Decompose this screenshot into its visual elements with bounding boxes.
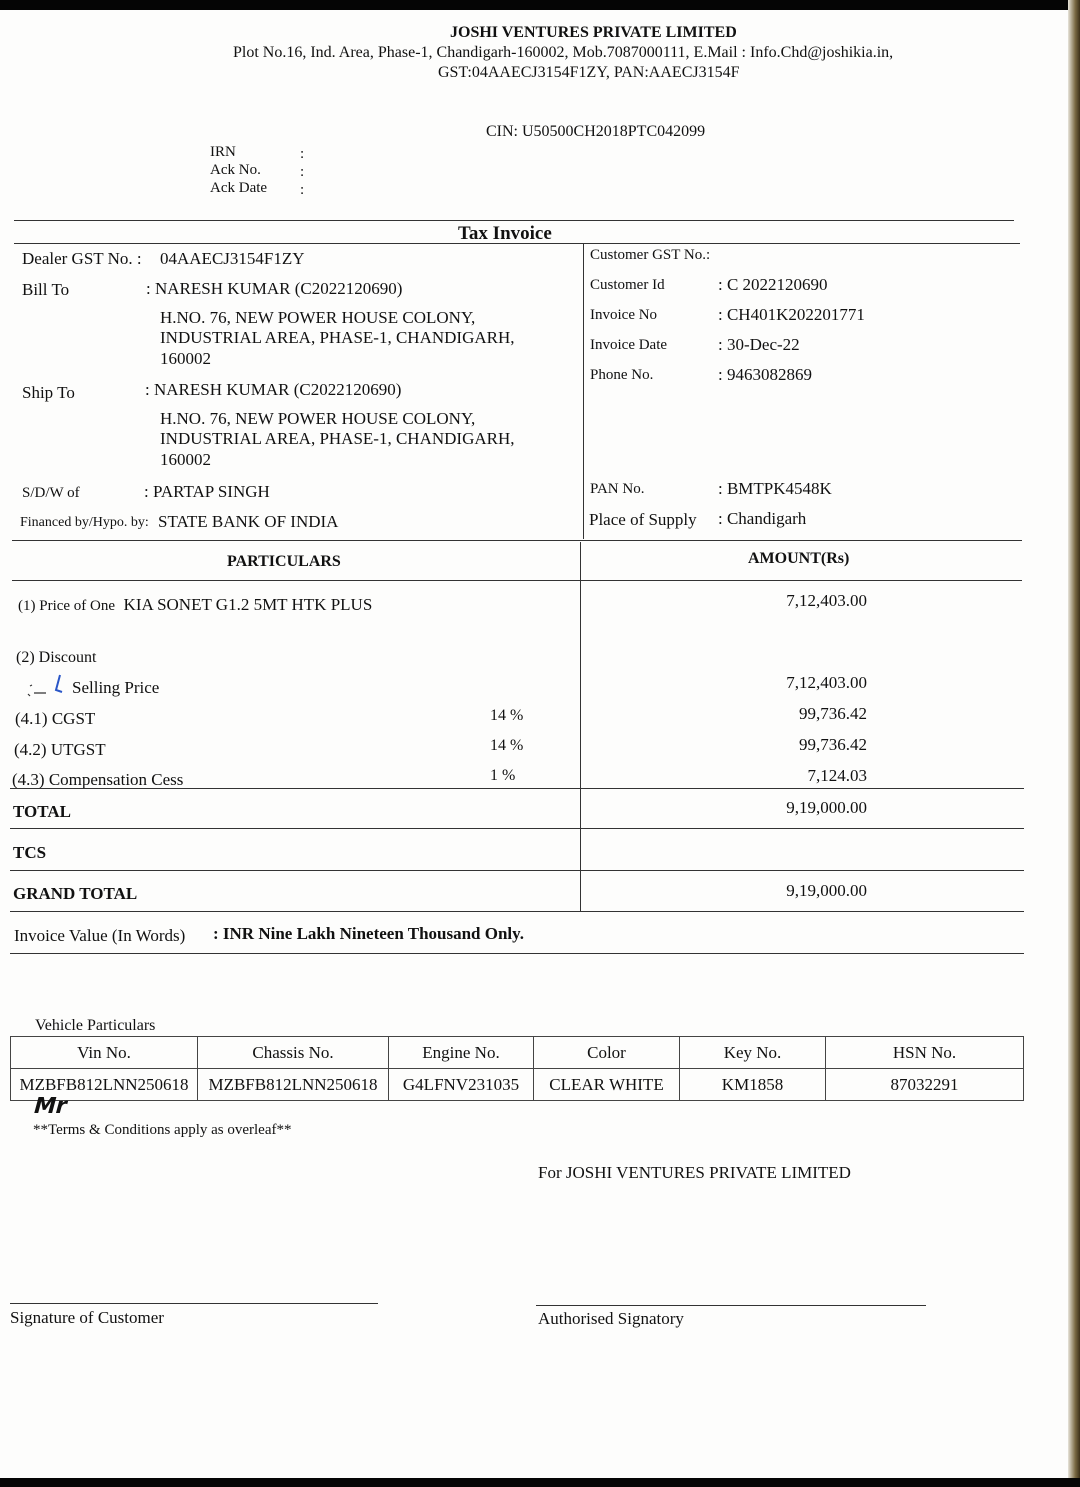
key-header: Key No. <box>680 1037 826 1069</box>
irn-sep: : <box>300 146 305 162</box>
particulars-rule-top <box>12 540 1022 541</box>
ship-to-address-3: 160002 <box>160 450 211 469</box>
chassis-header: Chassis No. <box>198 1037 389 1069</box>
invoice-no-label: Invoice No <box>590 307 658 323</box>
total-rule-top <box>10 788 1024 789</box>
details-divider <box>583 243 584 539</box>
dealer-gst-value: 04AAECJ3154F1ZY <box>160 249 305 268</box>
handwritten-initials: Mr <box>30 1094 71 1119</box>
customer-signature-line <box>10 1303 378 1304</box>
cgst-label: (4.1) CGST <box>15 709 96 728</box>
sdw-value: : PARTAP SINGH <box>144 482 270 501</box>
utgst-amount: 99,736.42 <box>799 735 867 754</box>
cgst-amount: 99,736.42 <box>799 704 867 723</box>
ack-date-sep: : <box>300 182 305 198</box>
price-line <box>18 595 372 615</box>
color-value: CLEAR WHITE <box>534 1069 680 1101</box>
words-rule-bottom <box>10 953 1024 954</box>
tcs-label: TCS <box>13 843 47 862</box>
irn-label: IRN <box>210 144 236 160</box>
company-address: Plot No.16, Ind. Area, Phase-1, Chandigarh-160002, Mob.7087000111, E.Mail : Info.Chd@joshikia.in, <box>233 44 894 61</box>
vehicle-table-header-row <box>11 1037 1024 1069</box>
ship-to-name: : NARESH KUMAR (C2022120690) <box>145 380 402 399</box>
price-amount: 7,12,403.00 <box>786 591 867 610</box>
amount-words-label: Invoice Value (In Words) <box>14 926 186 945</box>
grand-total-label: GRAND TOTAL <box>13 884 138 903</box>
bill-to-label: Bill To <box>22 280 70 299</box>
ship-to-address-2: INDUSTRIAL AREA, PHASE-1, CHANDIGARH, <box>160 429 515 448</box>
amount-divider <box>580 542 581 912</box>
chassis-value: MZBFB812LNN250618 <box>198 1069 389 1101</box>
bill-to-name: : NARESH KUMAR (C2022120690) <box>146 279 403 298</box>
grand-rule-bottom <box>10 911 1024 912</box>
company-gst-pan: GST:04AAECJ3154F1ZY, PAN:AAECJ3154F <box>438 64 740 81</box>
ack-no-sep: : <box>300 164 305 180</box>
authorised-signature-line <box>536 1305 926 1306</box>
vehicle-table-value-row <box>11 1069 1024 1101</box>
amount-words-value: : INR Nine Lakh Nineteen Thousand Only. <box>213 924 524 943</box>
bill-to-address-2: INDUSTRIAL AREA, PHASE-1, CHANDIGARH, <box>160 328 515 347</box>
vin-header: Vin No. <box>11 1037 198 1069</box>
vehicle-table <box>10 1036 1024 1101</box>
price-model: KIA SONET G1.2 5MT HTK PLUS <box>123 595 373 614</box>
phone-value: : 9463082869 <box>718 365 812 384</box>
utgst-label: (4.2) UTGST <box>14 740 106 759</box>
invoice-date-value: : 30-Dec-22 <box>718 335 800 354</box>
selling-price-label: Selling Price <box>72 678 160 697</box>
invoice-date-label: Invoice Date <box>590 337 668 353</box>
invoice-no-value: : CH401K202201771 <box>718 305 865 324</box>
hsn-value: 87032291 <box>826 1069 1024 1101</box>
tcs-rule-top <box>10 828 1024 829</box>
cess-rate: 1 % <box>490 767 516 784</box>
scan-right-edge <box>1068 0 1080 1487</box>
place-of-supply-value: : Chandigarh <box>718 509 807 528</box>
pen-mark-icon <box>22 672 68 700</box>
terms-note: **Terms & Conditions apply as overleaf** <box>33 1122 292 1138</box>
dealer-gst-label: Dealer GST No. : <box>22 249 142 268</box>
ship-to-label: Ship To <box>22 383 75 402</box>
hsn-header: HSN No. <box>826 1037 1024 1069</box>
customer-signature-label: Signature of Customer <box>10 1308 164 1327</box>
color-header: Color <box>534 1037 680 1069</box>
customer-id-label: Customer Id <box>590 277 665 293</box>
cgst-rate: 14 % <box>490 707 524 724</box>
financed-value: STATE BANK OF INDIA <box>158 512 339 531</box>
total-label: TOTAL <box>13 802 71 821</box>
selling-price-amount: 7,12,403.00 <box>786 673 867 692</box>
total-amount: 9,19,000.00 <box>786 798 867 817</box>
company-name: JOSHI VENTURES PRIVATE LIMITED <box>450 24 737 41</box>
ack-date-label: Ack Date <box>210 180 268 196</box>
cess-amount: 7,124.03 <box>807 766 867 785</box>
scan-bottom-edge <box>0 1478 1080 1487</box>
company-cin: CIN: U50500CH2018PTC042099 <box>486 123 706 140</box>
grand-rule-top <box>10 870 1024 871</box>
financed-label: Financed by/Hypo. by: <box>20 515 149 530</box>
key-value: KM1858 <box>680 1069 826 1101</box>
vehicle-particulars-title: Vehicle Particulars <box>35 1017 156 1034</box>
particulars-header: PARTICULARS <box>227 553 341 570</box>
title-rule-top <box>14 220 1014 221</box>
engine-header: Engine No. <box>389 1037 534 1069</box>
for-company: For JOSHI VENTURES PRIVATE LIMITED <box>538 1163 851 1182</box>
price-prefix: (1) Price of One <box>18 598 116 614</box>
pan-label: PAN No. <box>590 481 645 497</box>
customer-gst-label: Customer GST No.: <box>590 247 711 263</box>
particulars-rule-bottom <box>12 580 1022 581</box>
utgst-rate: 14 % <box>490 737 524 754</box>
bill-to-address-3: 160002 <box>160 349 211 368</box>
cess-label: (4.3) Compensation Cess <box>12 770 184 789</box>
place-of-supply-label: Place of Supply <box>589 510 697 529</box>
amount-header: AMOUNT(Rs) <box>748 550 850 567</box>
bill-to-address-1: H.NO. 76, NEW POWER HOUSE COLONY, <box>160 308 476 327</box>
vin-value: MZBFB812LNN250618 <box>11 1069 198 1101</box>
pan-value: : BMTPK4548K <box>718 479 832 498</box>
phone-label: Phone No. <box>590 367 654 383</box>
ack-no-label: Ack No. <box>210 162 261 178</box>
customer-id-value: : C 2022120690 <box>718 275 828 294</box>
discount-label: (2) Discount <box>16 649 97 666</box>
ship-to-address-1: H.NO. 76, NEW POWER HOUSE COLONY, <box>160 409 476 428</box>
scan-top-edge <box>0 0 1080 10</box>
title-rule-bottom <box>14 243 1020 244</box>
invoice-title: Tax Invoice <box>458 223 552 244</box>
grand-total-amount: 9,19,000.00 <box>786 881 867 900</box>
sdw-label: S/D/W of <box>22 485 80 501</box>
engine-value: G4LFNV231035 <box>389 1069 534 1101</box>
authorised-signature-label: Authorised Signatory <box>538 1309 684 1328</box>
